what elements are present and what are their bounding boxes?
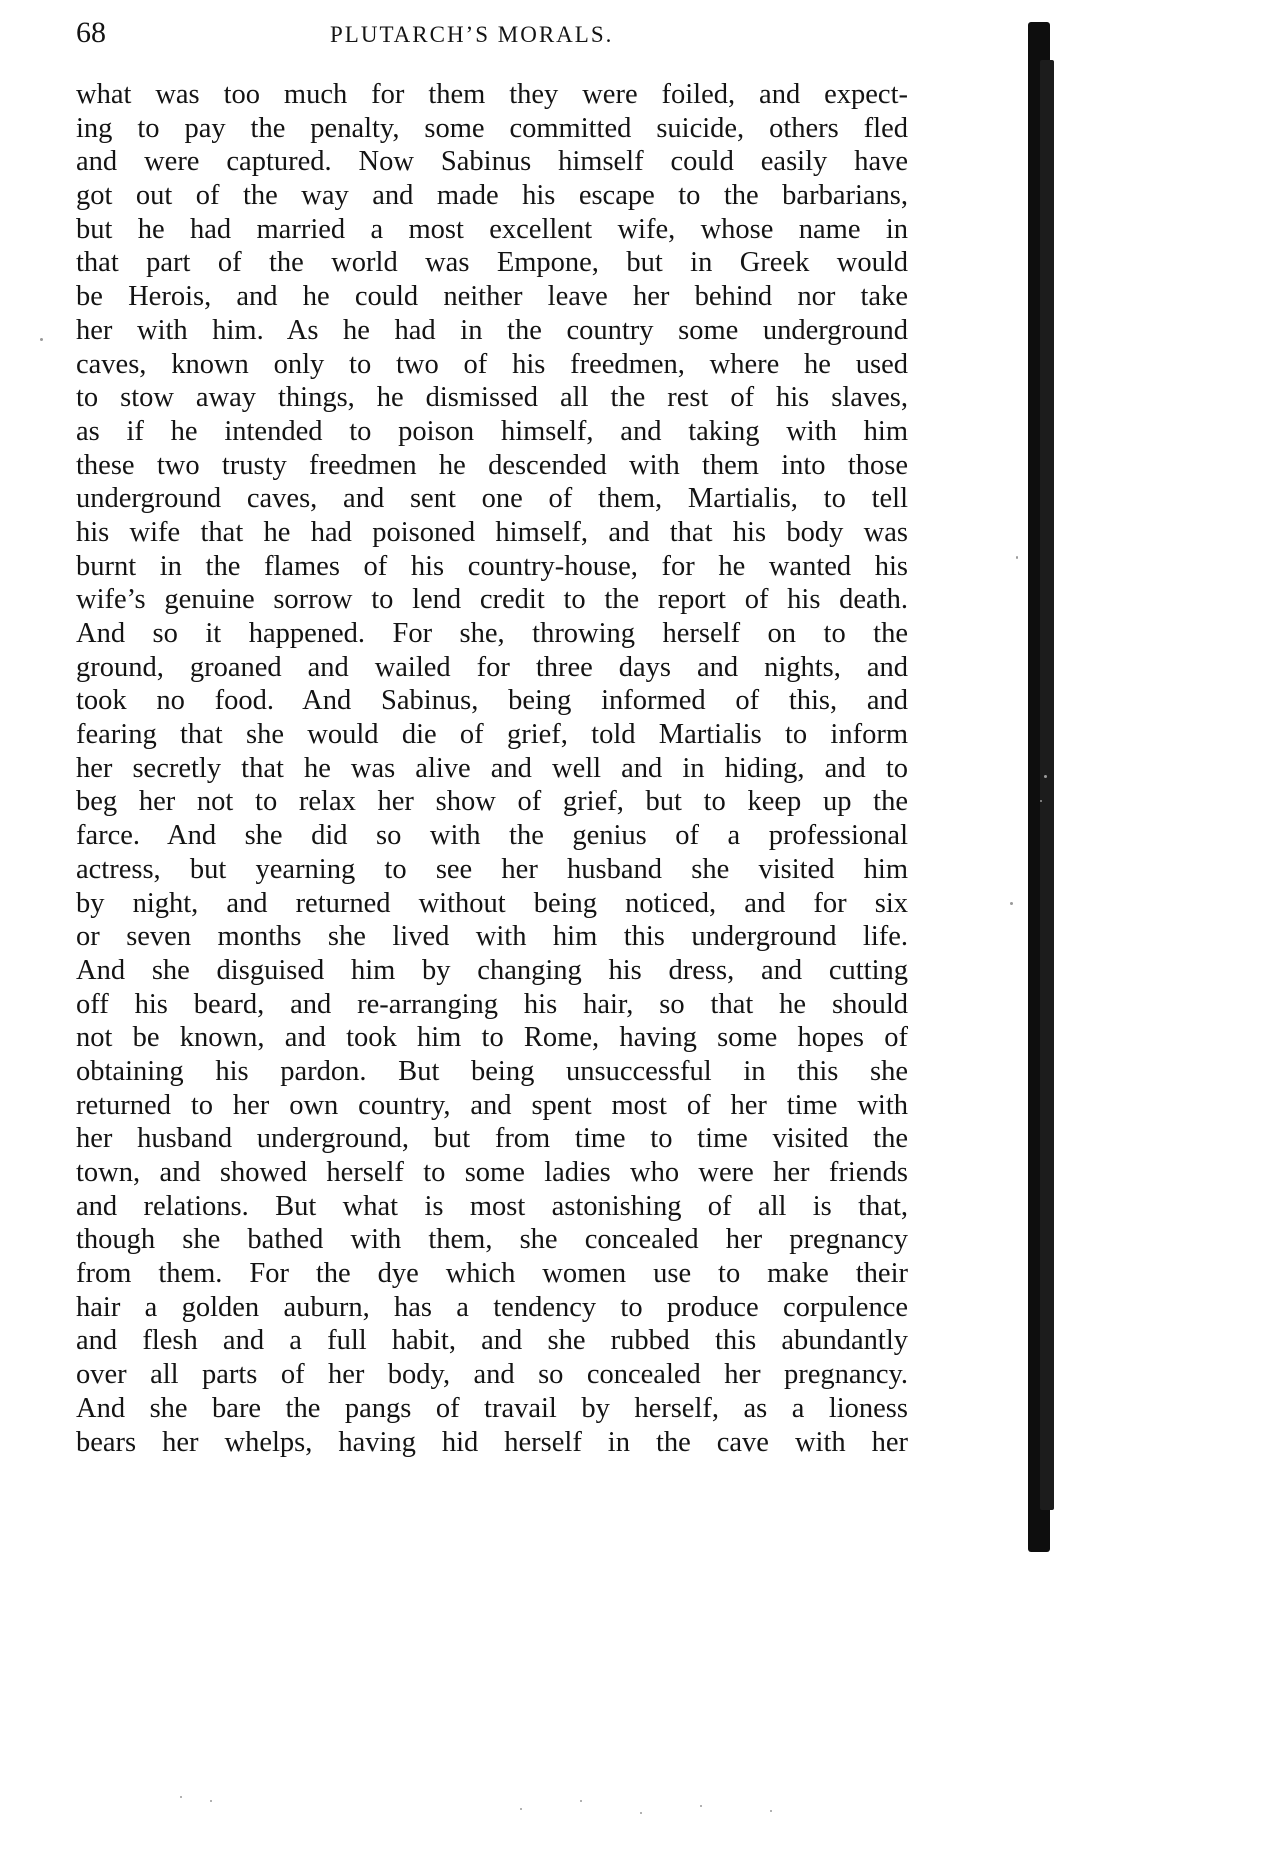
text-line: but he had married a most excellent wife, whose name in: [76, 213, 908, 245]
text-line: though she bathed with them, she concealed her pregnancy: [76, 1224, 908, 1256]
text-line: got out of the way and made his escape to the barbarians,: [76, 180, 908, 212]
text-line: her with him. As he had in the country some underground: [76, 314, 908, 346]
text-line: his wife that he had poisoned himself, and that his body was: [76, 516, 908, 548]
text-line: bears her whelps, having hid herself in the cave with her: [76, 1426, 908, 1458]
text-line: be Herois, and he could neither leave her behind nor take: [76, 281, 908, 313]
text-line: and were captured. Now Sabinus himself could easily have: [76, 146, 908, 178]
binding-shadow-inner: [1040, 60, 1054, 1510]
text-line: or seven months she lived with him this underground life.: [76, 921, 908, 953]
text-line: what was too much for them they were foiled, and expect-: [76, 79, 908, 110]
text-line: underground caves, and sent one of them, Martialis, to tell: [76, 483, 908, 515]
text-line: over all parts of her body, and so concealed her pregnancy.: [76, 1359, 908, 1391]
page-number: 68: [76, 16, 106, 49]
text-line: these two trusty freedmen he descended with them into those: [76, 449, 908, 481]
text-line: fearing that she would die of grief, told Martialis to inform: [76, 719, 908, 751]
body-text: [76, 78, 908, 1459]
text-line: obtaining his pardon. But being unsuccessful in this she: [76, 1055, 908, 1087]
text-line: actress, but yearning to see her husband she visited him: [76, 853, 908, 885]
text-line: that part of the world was Empone, but in Greek would: [76, 247, 908, 279]
text-line: to stow away things, he dismissed all the rest of his slaves,: [76, 382, 908, 414]
text-line: her secretly that he was alive and well and in hiding, and to: [76, 752, 908, 784]
text-line: caves, known only to two of his freedmen, where he used: [76, 348, 908, 380]
text-line: and flesh and a full habit, and she rubbed this abundantly: [76, 1325, 908, 1357]
text-line: her husband underground, but from time to time visited the: [76, 1123, 908, 1155]
text-line: returned to her own country, and spent most of her time with: [76, 1089, 908, 1121]
text-line: by night, and returned without being noticed, and for six: [76, 887, 908, 919]
text-line: wife’s genuine sorrow to lend credit to the report of his death.: [76, 584, 908, 616]
text-line: hair a golden auburn, has a tendency to produce corpulence: [76, 1291, 908, 1323]
text-line: not be known, and took him to Rome, having some hopes of: [76, 1022, 908, 1054]
text-line: And she bare the pangs of travail by herself, as a lioness: [76, 1392, 908, 1424]
text-line: from them. For the dye which women use to make their: [76, 1258, 908, 1290]
text-line: took no food. And Sabinus, being informed of this, and: [76, 685, 908, 717]
text-line: beg her not to relax her show of grief, but to keep up the: [76, 786, 908, 818]
text-line: burnt in the flames of his country-house, for he wanted his: [76, 550, 908, 582]
text-line: ing to pay the penalty, some committed suicide, others fled: [76, 112, 908, 144]
text-line: And she disguised him by changing his dress, and cutting: [76, 954, 908, 986]
text-line: town, and showed herself to some ladies who were her friends: [76, 1157, 908, 1188]
text-line: and relations. But what is most astonishing of all is that,: [76, 1190, 908, 1222]
text-line: ground, groaned and wailed for three days and nights, and: [76, 651, 908, 683]
text-line: as if he intended to poison himself, and taking with him: [76, 415, 908, 447]
text-line: off his beard, and re-arranging his hair, so that he should: [76, 988, 908, 1020]
text-line: And so it happened. For she, throwing herself on to the: [76, 618, 908, 649]
text-line: farce. And she did so with the genius of a professional: [76, 820, 908, 852]
running-title: PLUTARCH’S MORALS.: [330, 22, 614, 47]
